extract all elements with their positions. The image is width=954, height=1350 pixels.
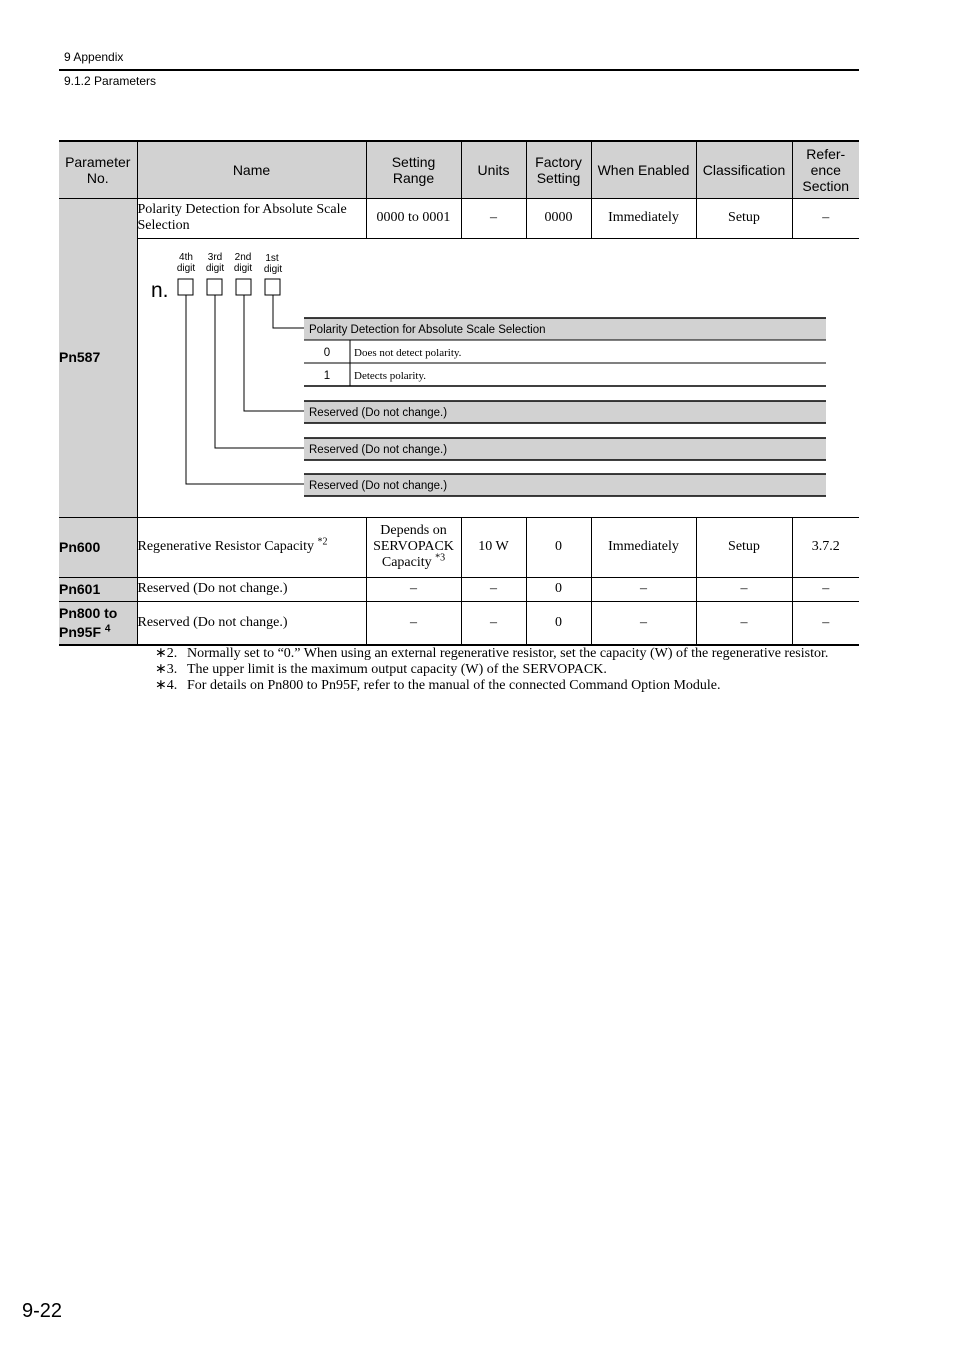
when-enabled: –	[591, 601, 696, 645]
table-row	[59, 577, 859, 601]
option-desc-1: Detects polarity.	[353, 369, 426, 382]
digit-box-2nd	[236, 279, 251, 295]
classification: –	[696, 577, 792, 601]
parameter-table	[59, 140, 859, 646]
connector-3rd	[215, 295, 304, 448]
section-header: 9.1.2 Parameters	[64, 74, 157, 88]
units: 10 W	[461, 517, 526, 577]
digit-label-2nd-word: digit	[233, 262, 252, 274]
option-value-0: 0	[323, 346, 330, 359]
col-header-when-enabled: When Enabled	[591, 141, 696, 198]
digit-diagram	[138, 239, 859, 517]
classification: –	[696, 601, 792, 645]
table-header-row	[59, 141, 859, 198]
first-digit-table	[304, 318, 826, 386]
factory-setting: 0	[526, 577, 591, 601]
third-digit-bar	[304, 438, 826, 460]
units: –	[461, 577, 526, 601]
units: –	[461, 198, 526, 238]
classification: Setup	[696, 517, 792, 577]
factory-setting: 0	[526, 517, 591, 577]
classification: Setup	[696, 198, 792, 238]
param-name: Regenerative Resistor Capacity $^{*2}$	[137, 517, 366, 577]
digit-label-4th: 4th	[178, 251, 193, 263]
digit-box-3rd	[207, 279, 222, 295]
reference-section: –	[792, 577, 859, 601]
when-enabled: –	[591, 577, 696, 601]
setting-range: –	[366, 577, 461, 601]
param-pn800-pn95f: Pn800 to Pn95F $^4$	[59, 601, 137, 645]
setting-range: Depends on SERVOPACK Capacity $^{*3}$	[366, 517, 461, 577]
second-digit-bar	[304, 401, 826, 423]
param-pn587: Pn587	[59, 198, 137, 517]
param-name: Polarity Detection for Absolute Scale Selection	[137, 198, 366, 238]
fourth-digit-label: Reserved (Do not change.)	[308, 479, 447, 492]
setting-range: 0000 to 0001	[366, 198, 461, 238]
when-enabled: Immediately	[591, 198, 696, 238]
units: –	[461, 601, 526, 645]
col-header-classification: Classification	[696, 141, 792, 198]
connector-2nd	[244, 295, 304, 411]
digit-label-2nd: 2nd	[234, 251, 251, 263]
digit-box-1st	[265, 279, 280, 295]
table-row	[59, 601, 859, 645]
digit-label-4th-word: digit	[176, 262, 195, 274]
setting-range: –	[366, 601, 461, 645]
connector-4th	[186, 295, 304, 484]
digit-diagram-cell	[137, 238, 859, 517]
option-desc-0: Does not detect polarity.	[353, 346, 461, 359]
page-number: 9-22	[22, 1300, 63, 1322]
prefix-n: n.	[150, 278, 169, 302]
header-rule	[59, 69, 859, 71]
digit-label-1st: 1st	[264, 252, 279, 264]
param-pn601: Pn601	[59, 577, 137, 601]
col-header-units: Units	[461, 141, 526, 198]
third-digit-label: Reserved (Do not change.)	[308, 443, 447, 456]
factory-setting: 0	[526, 601, 591, 645]
param-pn600: Pn600	[59, 517, 137, 577]
option-value-1: 1	[323, 369, 330, 382]
table-row	[59, 198, 859, 238]
reference-section: –	[792, 601, 859, 645]
col-header-setting-range: Setting Range	[366, 141, 461, 198]
param-name: Reserved (Do not change.)	[137, 601, 366, 645]
connector-1st	[273, 295, 304, 328]
col-header-reference: Refer- ence Section	[792, 141, 859, 198]
col-header-name: Name	[137, 141, 366, 198]
param-name: Reserved (Do not change.)	[137, 577, 366, 601]
diagram-row	[59, 238, 859, 517]
reference-section: 3.7.2	[792, 517, 859, 577]
reference-section: –	[792, 198, 859, 238]
fourth-digit-bar	[304, 474, 826, 496]
col-header-factory-setting: Factory Setting	[526, 141, 591, 198]
factory-setting: 0000	[526, 198, 591, 238]
digit-label-3rd-word: digit	[205, 262, 224, 274]
table-row	[59, 517, 859, 577]
col-header-param-no: Parameter No.	[59, 141, 137, 198]
when-enabled: Immediately	[591, 517, 696, 577]
first-digit-title: Polarity Detection for Absolute Scale Selection	[308, 323, 546, 336]
digit-box-4th	[178, 279, 193, 295]
digit-label-3rd: 3rd	[207, 251, 222, 263]
second-digit-label: Reserved (Do not change.)	[308, 406, 447, 419]
chapter-header: 9 Appendix	[64, 50, 124, 64]
digit-label-1st-word: digit	[263, 263, 282, 275]
